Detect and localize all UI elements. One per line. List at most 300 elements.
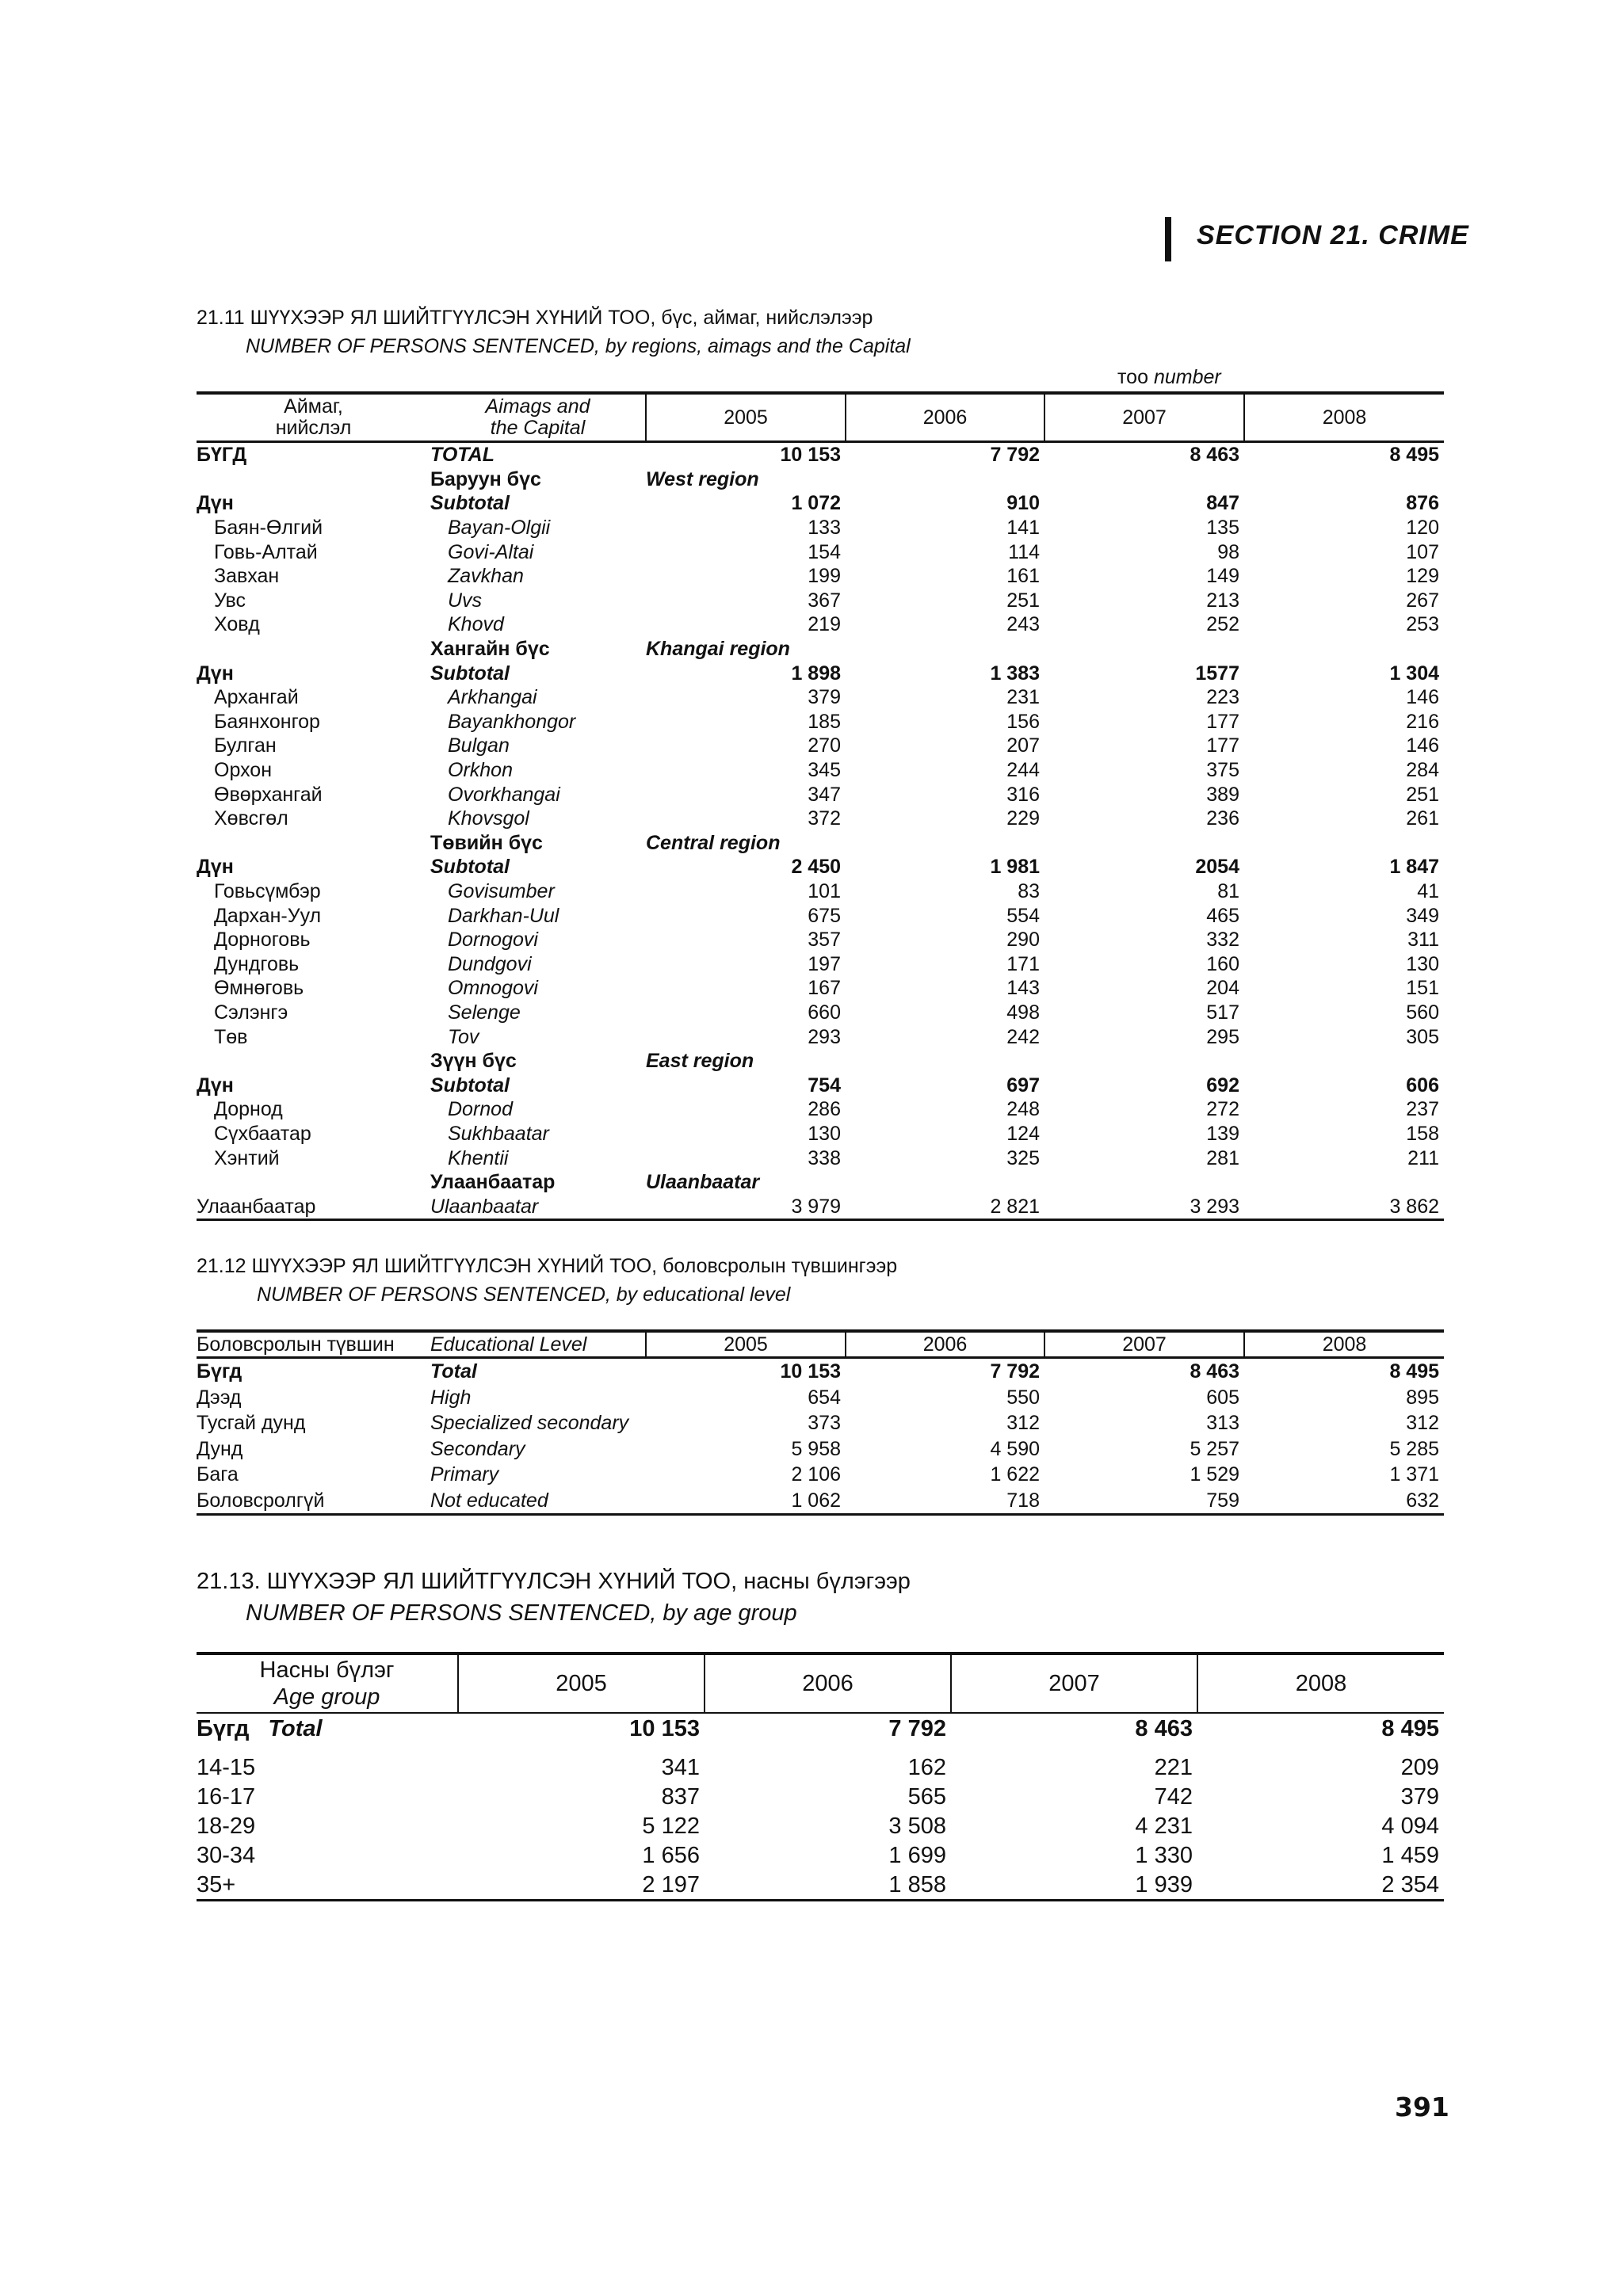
cell-name-mn: Баян-Өлгий [214,517,323,540]
cell-value-2006: 162 [907,1754,946,1780]
cell-value-2007: 847 [1206,492,1239,515]
cell-name-en: Subtotal [430,856,510,879]
table-row [197,589,1444,613]
cell-value-2007: 213 [1206,589,1239,612]
cell-value-2005: 154 [808,540,841,563]
col-header-age [197,1653,458,1713]
cell-value-2005: 5 958 [791,1437,841,1460]
unit-en: number [1153,366,1221,388]
table-row [197,952,1444,976]
cell-value-2007: 5 257 [1190,1437,1239,1460]
cell-value-2005: 754 [808,1074,841,1097]
cell-value-2006: 248 [1006,1098,1040,1121]
table-row [197,831,1444,856]
table-row [197,1073,1444,1097]
table-row [197,516,1444,540]
cell-value-2006: 243 [1006,613,1040,636]
cell-value-2007: 465 [1206,904,1239,927]
cell-value-2005: 199 [808,565,841,588]
table-21-12-title-en: NUMBER OF PERSONS SENTENCED, by educational level [257,1283,791,1306]
cell-name-en: Subtotal [430,1074,510,1097]
cell-value-2007: 272 [1206,1098,1239,1121]
cell-name-mn: Дундговь [214,952,300,975]
spacer-row [197,1743,1444,1753]
cell-value-2005: 357 [808,929,841,952]
cell-region-mn: Төвийн бүс [430,831,543,854]
cell-level-en: Specialized secondary [430,1412,629,1435]
cell-name-en: TOTAL [430,444,495,467]
cell-value-2007: 149 [1206,565,1239,588]
cell-level-mn: Дунд [197,1437,243,1460]
table-row [197,928,1444,952]
cell-value-2006: 251 [1006,589,1040,612]
cell-value-2006: 3 508 [888,1813,946,1839]
cell-value-2008: 237 [1406,1098,1439,1121]
cell-value-2006: 718 [846,1488,1044,1515]
cell-value-2006: 229 [1006,807,1040,830]
cell-value-2006: 207 [1006,734,1040,757]
cell-value-2006: 697 [1006,1074,1040,1097]
page-number: 391 [1395,2092,1449,2122]
cell-name-en: Bulgan [448,734,510,757]
cell-value-2007: 236 [1206,807,1239,830]
cell-value-2005: 372 [808,807,841,830]
cell-value-2008: 560 [1406,1001,1439,1024]
cell-age-group: 16-17 [197,1783,256,1810]
table-row [197,855,1444,879]
cell-value-2005: 2 106 [791,1463,841,1486]
table-row [197,1870,1444,1901]
cell-value-2005: 185 [808,710,841,733]
cell-value-2007: 692 [1206,1074,1239,1097]
cell-value-2008: 3 862 [1244,1194,1444,1219]
cell-value-2006: 4 590 [990,1437,1040,1460]
table-row [197,710,1444,734]
table-row [197,734,1444,758]
cell-name-mn: Улаанбаатар [197,1194,430,1219]
col-header-2008: 2008 [1244,393,1444,442]
cell-value-2008: 1 304 [1389,662,1439,685]
cell-value-2008: 1 371 [1389,1463,1439,1486]
cell-value-2007: 221 [1154,1754,1193,1780]
cell-value-2006: 114 [1008,540,1040,563]
table-21-12-title-mn: 21.12 ШҮҮХЭЭР ЯЛ ШИЙТГҮҮЛСЭН ХҮНИЙ ТОО, боловсролын түвшингээр [197,1255,898,1277]
cell-name-mn: Дорнод [214,1098,283,1121]
cell-value-2005: 367 [808,589,841,612]
cell-region-en: West region [646,467,759,490]
cell-value-2008: 130 [1406,952,1439,975]
cell-name-en: Govisumber [448,879,555,902]
cell-value-2005: 293 [808,1025,841,1048]
cell-value-2008: 311 [1407,929,1439,952]
section-bar [1165,217,1171,261]
col-header-2005: 2005 [458,1653,705,1713]
col-header-2008: 2008 [1197,1653,1444,1713]
cell-value-2007: 177 [1206,734,1239,757]
table-21-13 [197,1652,1444,1901]
cell-value-2008: 8 495 [1389,444,1439,467]
cell-level-mn: Дээд [197,1386,242,1409]
cell-name-en: Subtotal [430,492,510,515]
cell-value-2006: 242 [1006,1025,1040,1048]
cell-level-en: Primary [430,1463,499,1486]
cell-value-2005: 347 [808,783,841,806]
table-row [197,1753,1444,1782]
cell-region-en: East region [646,1050,754,1073]
cell-name-en: Khentii [448,1146,509,1169]
cell-value-2007: 8 463 [1190,444,1239,467]
cell-name-mn: Дорноговь [214,929,311,952]
table-row [197,1194,1444,1219]
cell-value-2007: 1 330 [1135,1842,1193,1868]
table-row [197,1049,1444,1074]
cell-name-mn [197,637,430,662]
col-header-2006: 2006 [705,1653,951,1713]
cell-value-2005: 341 [661,1754,700,1780]
cell-age-group: 18-29 [197,1813,256,1839]
cell-value-2005: 675 [808,904,841,927]
cell-value-2008: 251 [1406,783,1439,806]
cell-name-en: Khovsgol [448,807,529,830]
cell-value-2006: 312 [1006,1412,1040,1435]
cell-level-en: Total [430,1360,477,1383]
col-header-2005: 2005 [646,393,846,442]
cell-value-2005: 373 [808,1412,841,1435]
col-header-2006: 2006 [846,1331,1044,1358]
cell-value-2005: 286 [808,1098,841,1121]
col-header-2006: 2006 [846,393,1044,442]
table-row [197,879,1444,904]
table-row [197,1462,1444,1488]
table-row [197,976,1444,1001]
cell-name-en: Uvs [448,589,483,612]
cell-value-2007: 223 [1206,686,1239,709]
col-header-2005: 2005 [646,1331,846,1358]
cell-name-mn: Увс [214,589,246,612]
cell-name-en: Dornod [448,1098,513,1121]
cell-level-mn: Боловсролгүй [197,1488,430,1515]
cell-value-2005: 133 [808,517,841,540]
cell-value-2007: 81 [1217,879,1239,902]
cell-value-2005: 5 122 [642,1813,700,1839]
cell-value-2006: 1 622 [990,1463,1040,1486]
cell-value-2008: 158 [1406,1122,1439,1145]
cell-value-2007: 3 293 [1044,1194,1244,1219]
cell-name-mn [197,467,430,492]
cell-name-mn: БҮГД [197,444,247,467]
cell-value-2006: 7 792 [990,1360,1040,1383]
cell-value-2006: 7 792 [888,1715,946,1741]
cell-value-2008: 120 [1406,517,1439,540]
cell-level-mn: Тусгай дунд [197,1412,306,1435]
cell-name-en: Ovorkhangai [448,783,560,806]
cell-value-2005: 660 [808,1001,841,1024]
cell-value-2005: 1 898 [791,662,841,685]
cell-name-en: Orkhon [448,759,513,782]
table-row [197,1811,1444,1840]
cell-value-2008: 1 847 [1389,856,1439,879]
cell-value-2008: 41 [1417,879,1439,902]
cell-value-2008: 305 [1406,1025,1439,1048]
table-row [197,491,1444,516]
cell-value-2005: 101 [808,879,841,902]
cell-value-2008: 632 [1244,1488,1444,1515]
cell-value-2005: 1 072 [791,492,841,515]
total-label-en: Total [268,1715,323,1741]
cell-value-2008: 284 [1406,759,1439,782]
table-21-11-unit [1117,366,1221,389]
cell-value-2005: 270 [808,734,841,757]
cell-value-2007: 332 [1206,929,1239,952]
cell-value-2008: 129 [1406,565,1439,588]
table-row [197,1122,1444,1146]
cell-value-2005: 379 [808,686,841,709]
table-row [197,1782,1444,1811]
cell-value-2008: 895 [1406,1386,1439,1409]
cell-name-mn: Орхон [214,759,272,782]
cell-value-2008: 8 495 [1389,1360,1439,1383]
cell-name-mn: Өмнөговь [214,977,304,1000]
cell-region-mn: Зүүн бүс [430,1050,517,1073]
cell-value-2006: 1 981 [990,856,1040,879]
table-row [197,685,1444,710]
cell-name-mn: Төв [214,1025,248,1048]
cell-value-2008: 379 [1400,1783,1439,1810]
cell-value-2007: 1 529 [1190,1463,1239,1486]
section-header [1165,214,1469,261]
table-row [197,1170,1444,1195]
cell-value-2008: 5 285 [1389,1437,1439,1460]
col-header-education-mn: Боловсролын түвшин [197,1331,430,1358]
section-title: SECTION 21. CRIME [1197,220,1469,250]
cell-value-2006: 143 [1006,977,1040,1000]
cell-value-2006: 554 [1006,904,1040,927]
cell-value-2008: 1 459 [1381,1842,1439,1868]
spacer-cell [197,1743,1444,1753]
cell-level-en: Secondary [430,1437,525,1460]
cell-value-2006: 2 821 [846,1194,1044,1219]
cell-name-mn: Дархан-Уул [214,904,322,927]
cell-value-2006: 910 [1006,492,1040,515]
cell-region-mn: Хангайн бүс [430,638,550,661]
cell-value-2006: 161 [1006,565,1040,588]
cell-name-mn: Дүн [197,662,234,685]
cell-name-mn: Булган [214,734,277,757]
cell-value-2007: 135 [1206,517,1239,540]
cell-value-2008: 349 [1406,904,1439,927]
cell-value-2005: 345 [808,759,841,782]
cell-name-en: Zavkhan [448,565,524,588]
cell-name-mn: Баянхонгор [214,710,320,733]
cell-name-mn: Сүхбаатар [214,1122,311,1145]
table-21-13-title-en: NUMBER OF PERSONS SENTENCED, by age group [246,1600,797,1626]
cell-value-2007: 295 [1206,1025,1239,1048]
cell-value-2005: 3 979 [646,1194,846,1219]
cell-name-en: Khovd [448,613,504,636]
table-row [197,467,1444,492]
cell-value-2005: 10 153 [780,444,841,467]
cell-name-en: Omnogovi [448,977,538,1000]
cell-value-2007: 4 231 [1135,1813,1193,1839]
cell-value-2007: 313 [1206,1412,1239,1435]
col-header-2007: 2007 [1044,393,1244,442]
cell-value-2005: 10 153 [629,1715,700,1741]
table-row [197,1358,1444,1385]
cell-value-2005: 10 153 [780,1360,841,1383]
table-21-12 [197,1329,1444,1516]
cell-name-mn: Хөвсгөл [214,807,288,830]
cell-level-en: High [430,1386,472,1409]
cell-name-en: Bayankhongor [448,710,576,733]
cell-value-2008: 146 [1406,734,1439,757]
cell-total-label [197,1713,458,1743]
cell-age-group: 35+ [197,1870,458,1901]
cell-value-2006: 1 858 [705,1870,951,1901]
table-row [197,758,1444,783]
cell-name-en: Subtotal [430,662,510,685]
table-21-13-title-mn: 21.13. ШҮҮХЭЭР ЯЛ ШИЙТГҮҮЛСЭН ХҮНИЙ ТОО, насны бүлэгээр [197,1569,911,1594]
cell-value-2006: 244 [1006,759,1040,782]
cell-value-2005: 2 197 [458,1870,705,1901]
cell-name-en: Dornogovi [448,929,538,952]
cell-region-en: Central region [646,831,781,854]
cell-value-2008: 4 094 [1381,1813,1439,1839]
cell-value-2007: 204 [1206,977,1239,1000]
cell-region-en: Khangai region [646,638,790,661]
cell-value-2007: 160 [1206,952,1239,975]
table-21-11-title-en: NUMBER OF PERSONS SENTENCED, by regions, aimags and the Capital [246,335,911,357]
col-header-age-mn: Насны бүлэг [259,1657,395,1683]
table-row [197,1488,1444,1515]
cell-value-2006: 325 [1006,1146,1040,1169]
cell-name-mn [197,831,430,856]
cell-name-en: Darkhan-Uul [448,904,559,927]
total-label-mn: Бүгд [197,1715,250,1741]
cell-name-en: Tov [448,1025,479,1048]
table-21-12-title [197,1252,897,1309]
cell-name-en: Sukhbaatar [448,1122,549,1145]
cell-value-2008: 146 [1406,686,1439,709]
cell-name-en: Selenge [448,1001,521,1024]
cell-region-mn: Улаанбаатар [430,1171,556,1194]
cell-value-2007: 8 463 [1190,1360,1239,1383]
table-header-row [197,1331,1444,1358]
cell-value-2007: 375 [1206,759,1239,782]
cell-value-2005: 654 [808,1386,841,1409]
cell-name-mn: Дүн [197,1074,234,1097]
cell-name-en: Ulaanbaatar [430,1194,646,1219]
cell-name-en: Arkhangai [448,686,537,709]
cell-value-2008: 211 [1407,1146,1439,1169]
cell-name-en: Bayan-Olgii [448,517,551,540]
table-21-11-title-mn: 21.11 ШҮҮХЭЭР ЯЛ ШИЙТГҮҮЛСЭН ХҮНИЙ ТОО, бүс, аймаг, нийслэлээр [197,307,873,329]
cell-name-mn: Говьсүмбэр [214,879,321,902]
col-header-aimag-mn: Аймаг, нийслэл [197,393,430,442]
table-row [197,1385,1444,1411]
cell-age-group: 30-34 [197,1842,256,1868]
cell-value-2006: 290 [1006,929,1040,952]
table-row [197,903,1444,928]
col-header-age-en: Age group [273,1684,380,1710]
cell-value-2006: 565 [907,1783,946,1810]
cell-value-2005: 2 450 [791,856,841,879]
cell-level-mn: Бүгд [197,1360,242,1383]
col-header-education-en: Educational Level [430,1331,646,1358]
table-row [197,807,1444,831]
cell-value-2005: 197 [808,952,841,975]
cell-value-2005: 219 [808,613,841,636]
cell-name-mn: Ховд [214,613,260,636]
cell-region-mn: Баруун бүс [430,467,541,490]
cell-value-2006: 231 [1006,686,1040,709]
table-21-11-title [197,303,911,360]
cell-value-2007: 605 [1206,1386,1239,1409]
cell-value-2008: 8 495 [1381,1715,1439,1741]
cell-value-2008: 209 [1400,1754,1439,1780]
cell-value-2007: 177 [1206,710,1239,733]
cell-region-en: Ulaanbaatar [646,1171,760,1194]
cell-level-en: Not educated [430,1488,646,1515]
cell-name-mn [197,1049,430,1074]
table-row [197,1001,1444,1025]
cell-value-2007: 2054 [1195,856,1239,879]
table-row [197,540,1444,564]
table-total-row [197,1713,1444,1743]
unit-mn: тоо [1117,366,1148,388]
cell-value-2007: 742 [1154,1783,1193,1810]
cell-name-mn: Өвөрхангай [214,783,323,806]
col-header-aimag-en: Aimags and the Capital [430,393,646,442]
cell-value-2008: 261 [1406,807,1439,830]
cell-value-2007: 1577 [1195,662,1239,685]
table-header-row [197,1653,1444,1713]
cell-name-en: Dundgovi [448,952,532,975]
cell-value-2008: 253 [1406,613,1439,636]
cell-value-2005: 130 [808,1122,841,1145]
cell-value-2006: 141 [1006,517,1040,540]
table-row [197,1410,1444,1436]
cell-name-mn: Хэнтий [214,1146,280,1169]
cell-value-2007: 281 [1206,1146,1239,1169]
cell-value-2006: 156 [1006,710,1040,733]
cell-value-2006: 316 [1006,783,1040,806]
cell-value-2008: 606 [1406,1074,1439,1097]
cell-value-2005: 167 [808,977,841,1000]
table-row [197,1024,1444,1049]
cell-value-2005: 837 [661,1783,700,1810]
cell-value-2008: 876 [1406,492,1439,515]
cell-value-2007: 759 [1044,1488,1244,1515]
cell-value-2008: 151 [1406,977,1439,1000]
cell-value-2007: 517 [1206,1001,1239,1024]
cell-value-2006: 7 792 [990,444,1040,467]
cell-value-2006: 124 [1006,1122,1040,1145]
cell-value-2008: 267 [1406,589,1439,612]
cell-value-2008: 216 [1406,710,1439,733]
cell-value-2007: 8 463 [1135,1715,1193,1741]
cell-value-2006: 550 [1006,1386,1040,1409]
cell-name-en: Govi-Altai [448,540,534,563]
col-header-2008: 2008 [1244,1331,1444,1358]
cell-name-mn: Архангай [214,686,299,709]
cell-value-2007: 139 [1206,1122,1239,1145]
table-row [197,782,1444,807]
cell-name-mn: Говь-Алтай [214,540,318,563]
cell-value-2008: 2 354 [1197,1870,1444,1901]
cell-value-2006: 171 [1006,952,1040,975]
table-row [197,1840,1444,1870]
cell-value-2007: 389 [1206,783,1239,806]
